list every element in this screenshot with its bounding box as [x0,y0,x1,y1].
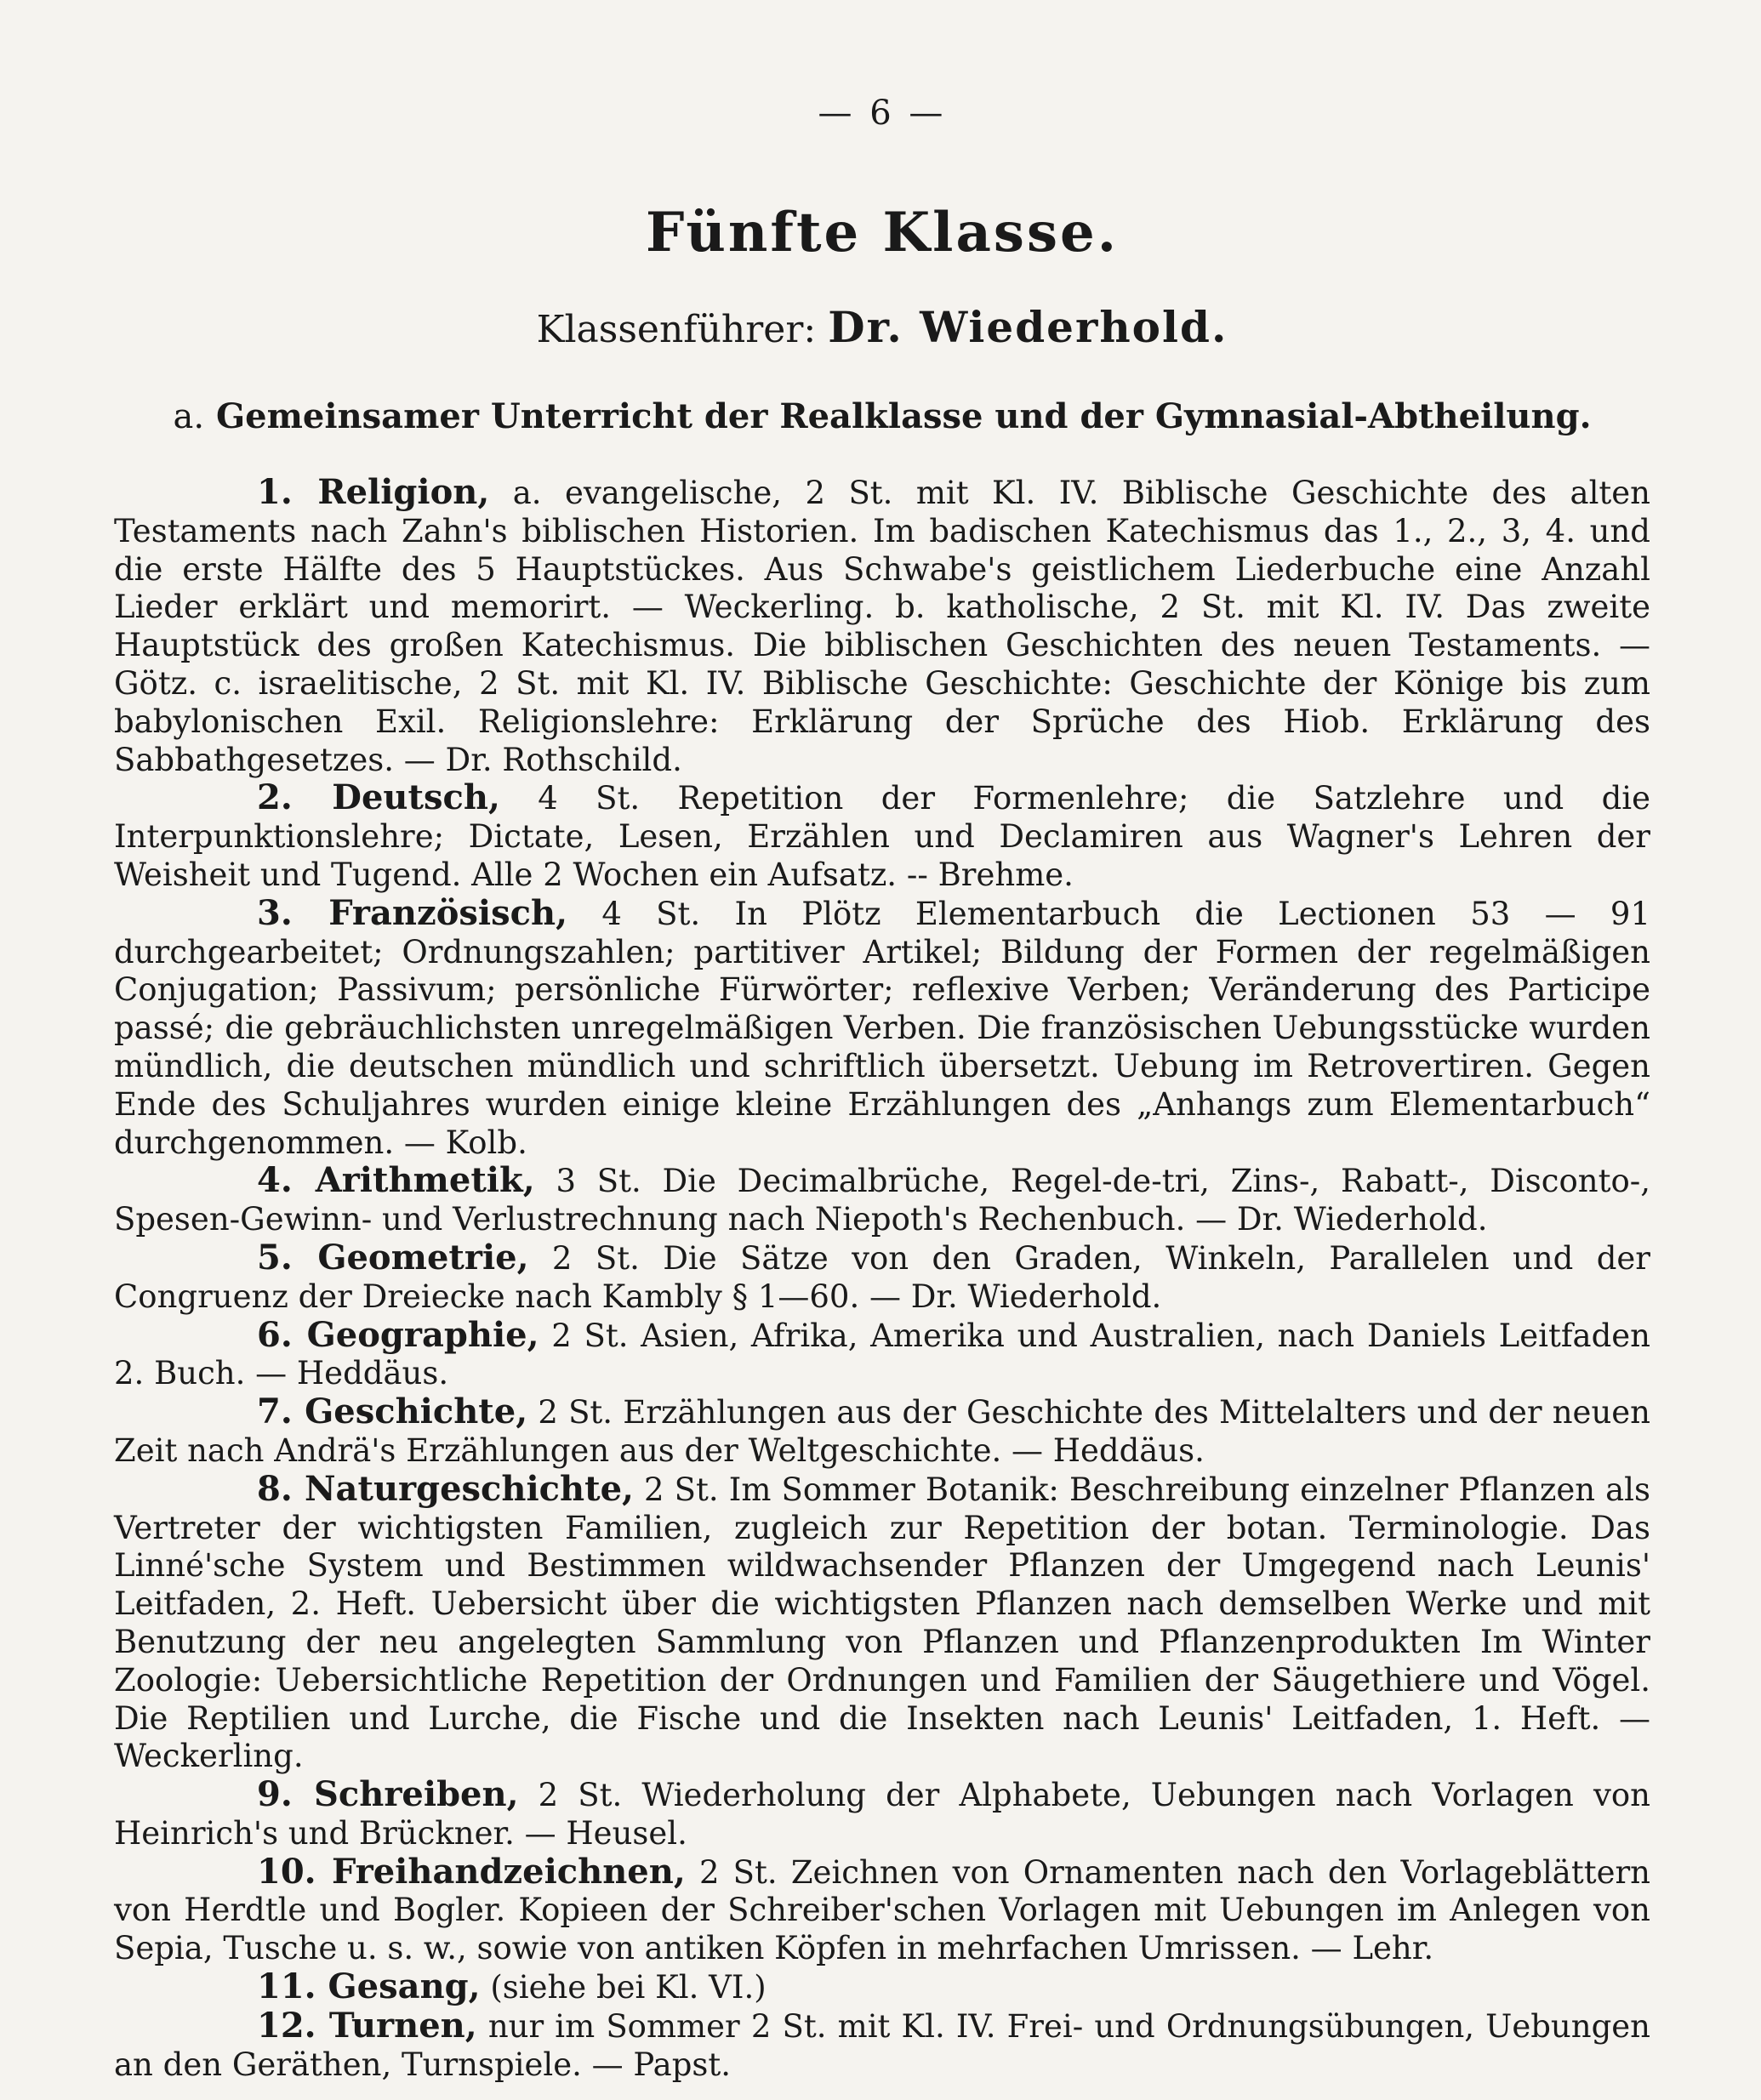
subject-religion [114,474,1650,779]
subject-deutsch [114,779,1650,894]
subject-text: 3 St. Die Decimalbrüche, Regel-de-tri, Zins-, Rabatt-, Disconto-, Spesen-Gewinn- und Verlustrechnung nach Niepoth's Rechenbuch. — Dr. Wiederhold. [114,1163,1651,1238]
subject-geschichte [114,1393,1650,1471]
subject-turnen [114,2007,1650,2085]
subject-schreiben [114,1776,1650,1853]
subject-gesang [114,1968,1650,2007]
subject-freihandzeichnen [114,1853,1650,1968]
class-teacher-line [114,302,1650,352]
page-number: — 6 — [818,94,947,133]
subject-text: nur im Sommer 2 St. mit Kl. IV. Frei- und Ordnungsübungen, Uebungen an den Geräthen, Turnspiele. — Papst. [114,2007,1651,2083]
subject-text: 2 St. Im Sommer Botanik: Beschreibung einzelner Pflanzen als Vertreter der wichtigsten Familien, zugleich zur Repetition der botan. Terminologie. Das Linné'sche System und Bestimmen wildwachsender Pflanzen der Umgegend nach Leunis' Leitfaden, 2. Heft. Uebersicht über die wichtigsten Pflanzen nach demselben Werke und mit Benutzung der neu angelegten Sammlung von Pflanzen und Pflanzenprodukten Im Winter Zoologie: Uebersichtliche Repetition der Ordnungen und Familien der Säugethiere und Vögel. Die Reptilien und Lurche, die Fische und die Insekten nach Leunis' Leitfaden, 1. Heft. — Weckerling. [114,1471,1650,1775]
subject-naturgeschichte [114,1468,1650,1776]
subject-text: a. evangelische, 2 St. mit Kl. IV. Biblische Geschichte des alten Testaments nach Zahn's biblischen Historien. Im badischen Katechismus das 1., 2., 3, 4. und die erste Hälfte des 5 Hauptstückes. Aus Schwabe's geistlichem Liederbuche eine Anzahl Lieder erklärt und memorirt. — Weckerling. b. katholische, 2 St. mit Kl. IV. Das zweite Hauptstück des großen Katechismus. Die biblischen Geschichten des neuen Testaments. — Götz. c. israelitische, 2 St. mit Kl. IV. Biblische Geschichte: Geschichte der Könige bis zum babylonischen Exil. Religionslehre: Erklärung der Sprüche des Hiob. Erklärung des Sabbathgesetzes. — Dr. Rothschild. [114,475,1651,778]
subject-arithmetik [114,1162,1650,1239]
section-title: Gemeinsamer Unterricht der Realklasse und der Gymnasial-Abtheilung. [215,396,1592,436]
subject-name: 10. Freihandzeichnen, [257,1851,686,1892]
subject-name: 7. Geschichte, [257,1391,528,1432]
subject-name: 12. Turnen, [257,2005,477,2046]
subject-name: 3. Französisch, [257,892,567,933]
subject-name: 2. Deutsch, [257,777,500,818]
subject-text: 4 St. In Plötz Elementarbuch die Lectionen 53 — 91 durchgearbeitet; Ordnungszahlen; partitiver Artikel; Bildung der Formen der regelmäßigen Conjugation; Passivum; persönliche Fürwörter; reflexive Verben; Veränderung des Participe passé; die gebräuchlichsten unregelmäßigen Verben. Die französischen Uebungsstücke wurden mündlich, die deutschen mündlich und schriftlich übersetzt. Uebung im Retrovertiren. Gegen Ende des Schuljahres wurden einige kleine Erzählungen des „Anhangs zum Elementarbuch“ durchgenommen. — Kolb. [114,895,1650,1161]
subject-text: 4 St. Repetition der Formenlehre; die Satzlehre und die Interpunktionslehre; Dictate, Lesen, Erzählen und Declamiren aus Wagner's Lehren der Weisheit und Tugend. Alle 2 Wochen ein Aufsatz. -- Brehme. [114,780,1650,893]
subject-text: (siehe bei Kl. VI.) [490,1969,767,2006]
subject-name: 6. Geographie, [257,1314,539,1355]
subject-name: 11. Gesang, [257,1966,481,2007]
subject-text: 2 St. Wiederholung der Alphabete, Uebungen nach Vorlagen von Heinrich's und Brückner. — Heusel. [114,1777,1650,1852]
subject-name: 5. Geometrie, [257,1237,529,1278]
subject-name: 9. Schreiben, [257,1774,519,1815]
subject-text: 2 St. Erzählungen aus der Geschichte des Mittelalters und der neuen Zeit nach Andrä's Erzählungen aus der Weltgeschichte. — Heddäus. [114,1394,1650,1469]
subject-text: 2 St. Asien, Afrika, Amerika und Australien, nach Daniels Leitfaden 2. Buch. — Heddäus. [114,1317,1650,1392]
section-heading [114,396,1650,436]
subject-geographie [114,1314,1650,1394]
subject-geometrie [114,1239,1650,1317]
teacher-name: Dr. Wiederhold. [828,302,1228,352]
subject-franzoesisch [114,892,1650,1163]
subject-name: 4. Arithmetik, [257,1160,535,1201]
section-marker: a. [173,397,205,436]
subject-name: 1. Religion, [257,472,490,512]
teacher-label: Klassenführer: [536,308,817,351]
subject-name: 8. Naturgeschichte, [257,1468,634,1509]
subject-text: 2 St. Die Sätze von den Graden, Winkeln, Parallelen und der Congruenz der Dreiecke nach Kambly § 1—60. — Dr. Wiederhold. [114,1239,1650,1315]
subject-list [114,474,1650,2084]
class-title: Fünfte Klasse. [646,201,1119,265]
subject-text: 2 St. Zeichnen von Ornamenten nach den Vorlageblättern von Herdtle und Bogler. Kopieen der Schreiber'schen Vorlagen mit Uebungen im Anlegen von Sepia, Tusche u. s. w., sowie von antiken Köpfen in mehrfachen Umrissen. — Lehr. [114,1853,1650,1967]
